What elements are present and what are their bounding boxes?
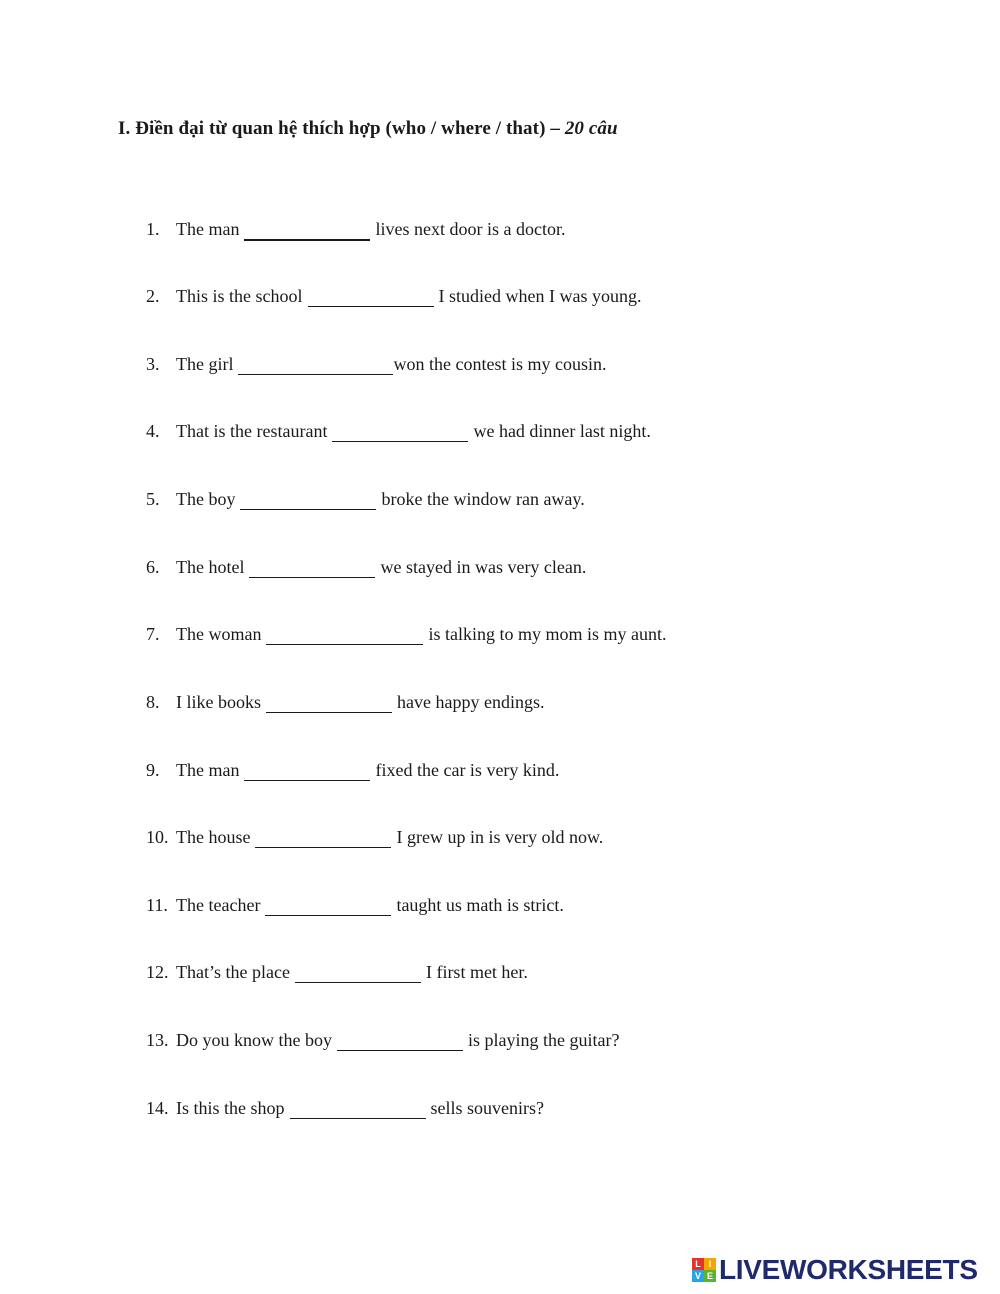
- question-text-before: The woman: [176, 624, 262, 644]
- question-number: 9.: [146, 760, 160, 780]
- question-item: [146, 688, 544, 716]
- question-text-after: have happy endings.: [397, 692, 545, 712]
- question-number: 3.: [146, 354, 160, 374]
- question-text-before: The house: [176, 827, 251, 847]
- question-number: 12.: [146, 962, 169, 982]
- question-number: 8.: [146, 692, 160, 712]
- question-text-before: The girl: [176, 354, 234, 374]
- question-item: [146, 553, 586, 581]
- question-text-before: Do you know the boy: [176, 1030, 332, 1050]
- section-title-main: I. Điền đại từ quan hệ thích hợp (who / where / that) –: [118, 118, 565, 139]
- question-text-before: That is the restaurant: [176, 421, 328, 441]
- question-text-after: we had dinner last night.: [473, 421, 651, 441]
- answer-blank-5[interactable]: [240, 491, 376, 510]
- question-number: 13.: [146, 1030, 169, 1050]
- question-text-after: I studied when I was young.: [438, 286, 642, 306]
- question-item: [146, 282, 641, 310]
- question-item: [146, 1026, 619, 1054]
- question-item: [146, 1094, 544, 1122]
- question-number: 1.: [146, 219, 160, 239]
- question-number: 7.: [146, 624, 160, 644]
- section-title: [118, 118, 618, 140]
- question-text-after: won the contest is my cousin.: [393, 354, 607, 374]
- section-title-count: 20 câu: [564, 118, 618, 139]
- question-text-after: sells souvenirs?: [430, 1098, 544, 1118]
- answer-blank-7[interactable]: [266, 626, 423, 645]
- question-text-after: broke the window ran away.: [381, 489, 585, 509]
- logo-mark-letter: I: [704, 1258, 716, 1270]
- question-text-after: I grew up in is very old now.: [396, 827, 604, 847]
- question-text-before: The man: [176, 219, 240, 239]
- question-number: 10.: [146, 827, 169, 847]
- logo-mark-letter: V: [692, 1270, 704, 1282]
- question-item: [146, 485, 585, 513]
- answer-blank-10[interactable]: [255, 829, 391, 848]
- logo-mark-letter: L: [692, 1258, 704, 1270]
- answer-blank-14[interactable]: [290, 1100, 426, 1119]
- question-text-before: The teacher: [176, 895, 261, 915]
- question-text-after: taught us math is strict.: [396, 895, 564, 915]
- question-text-after: I first met her.: [425, 962, 528, 982]
- question-number: 14.: [146, 1098, 169, 1118]
- answer-blank-9[interactable]: [244, 762, 370, 781]
- answer-blank-13[interactable]: [337, 1032, 463, 1051]
- logo-text: LIVEWORKSHEETS: [719, 1254, 978, 1285]
- answer-blank-8[interactable]: [266, 694, 392, 713]
- liveworksheets-logo: [692, 1255, 978, 1285]
- answer-blank-4[interactable]: [332, 423, 468, 442]
- question-item: [146, 891, 564, 919]
- question-text-before: This is the school: [176, 286, 303, 306]
- question-text-before: The hotel: [176, 557, 245, 577]
- question-text-before: The boy: [176, 489, 236, 509]
- question-text-after: is playing the guitar?: [468, 1030, 620, 1050]
- question-number: 4.: [146, 421, 160, 441]
- answer-blank-2[interactable]: [308, 288, 434, 307]
- question-text-before: That’s the place: [176, 962, 290, 982]
- question-text-before: Is this the shop: [176, 1098, 285, 1118]
- answer-blank-1[interactable]: [244, 221, 370, 241]
- logo-mark-letter: E: [704, 1270, 716, 1282]
- question-item: [146, 620, 666, 648]
- question-text-after: lives next door is a doctor.: [375, 219, 566, 239]
- question-item: [146, 417, 651, 445]
- answer-blank-11[interactable]: [265, 897, 391, 916]
- question-number: 11.: [146, 895, 168, 915]
- question-text-before: I like books: [176, 692, 261, 712]
- question-text-after: is talking to my mom is my aunt.: [428, 624, 667, 644]
- question-number: 5.: [146, 489, 160, 509]
- answer-blank-3[interactable]: [238, 356, 393, 375]
- question-item: [146, 756, 559, 784]
- question-item: [146, 958, 528, 986]
- question-number: 2.: [146, 286, 160, 306]
- question-item: [146, 215, 565, 243]
- question-item: [146, 350, 606, 378]
- question-item: [146, 823, 603, 851]
- question-text-after: we stayed in was very clean.: [380, 557, 587, 577]
- question-text-before: The man: [176, 760, 240, 780]
- answer-blank-6[interactable]: [249, 559, 375, 578]
- answer-blank-12[interactable]: [295, 964, 421, 983]
- question-number: 6.: [146, 557, 160, 577]
- logo-mark-icon: [692, 1258, 716, 1282]
- question-text-after: fixed the car is very kind.: [375, 760, 560, 780]
